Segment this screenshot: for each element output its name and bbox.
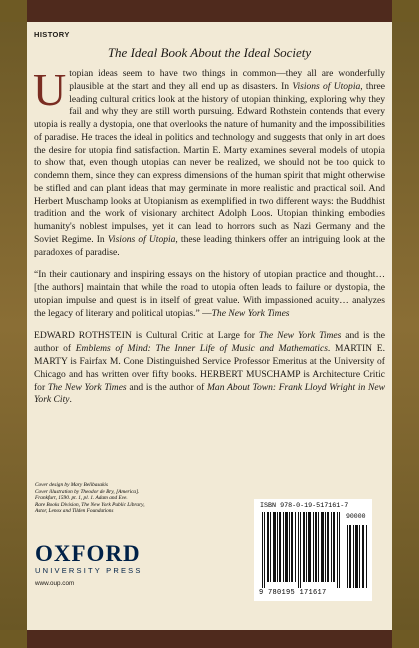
book-title: Man About Town: Frank Lloyd Wright in New York City [34, 381, 385, 406]
text-column [34, 30, 385, 407]
text-panel [27, 22, 392, 630]
review-dash: — [199, 307, 212, 319]
credit-line: Astor, Lenox and Tilden Foundations [35, 508, 114, 515]
publisher-subtitle: UNIVERSITY PRESS [35, 566, 143, 575]
credit-line: Cover design by Mary Belibasakis [35, 482, 108, 488]
ean-barcode [262, 512, 342, 588]
price-barcode [347, 525, 369, 588]
category-label: HISTORY [34, 30, 70, 39]
publisher-name: OXFORD [35, 541, 141, 566]
ean-number: 9 780195 171617 [259, 589, 327, 597]
price-code: 90000 [346, 513, 366, 520]
credit-line: Frankfurt, 1590. pt. 1, pl. 1. Adam and Eve. [35, 495, 128, 502]
cover-credits [35, 482, 205, 515]
publisher-website: www.oup.com [35, 580, 75, 587]
credit-line: Cover illustration by Theodor de Bry, [America]. [35, 488, 140, 495]
review-source: The New York Times [211, 307, 290, 319]
bio-text: and is the author of [126, 381, 207, 393]
review-quote [34, 269, 385, 320]
top-border-band [0, 0, 419, 22]
barcode-block [254, 499, 372, 601]
book-description [33, 64, 385, 259]
bio-text: and is the author of [34, 330, 385, 355]
bottom-border-band [0, 630, 419, 648]
publication-title: The New York Times [258, 330, 342, 342]
description-text: , these leading thinkers offer an intriguing look at the paradoxes of paradise. [34, 233, 385, 258]
bio-text: EDWARD ROTHSTEIN is Cultural Critic at Large for [34, 330, 259, 342]
isbn-label: ISBN 978-0-19-517161-7 [260, 502, 349, 510]
bio-text: . [69, 394, 72, 406]
credit-line: Rare Books Division, The New York Public Library, [35, 501, 145, 508]
tagline: The Ideal Book About the Ideal Society [107, 45, 312, 60]
description-text: topian ideas seem to have two things in common—they all are wonderfully plausible at the start and they all end up as disasters. In [69, 68, 385, 92]
bio-text: . MARTIN E. MARTY is Fairfax M. Cone Distinguished Service Professor Emeritus at the University of Chicago and has written over fifty books. HERBERT MUSCHAMP is Architecture Critic for [34, 343, 385, 393]
book-title-ref: Visions of Utopia [107, 233, 176, 245]
left-border-strip [0, 22, 27, 630]
drop-cap: U [33, 64, 67, 115]
author-bios [34, 330, 385, 407]
book-title: Emblems of Mind: The Inner Life of Music and Mathematics [75, 343, 328, 355]
right-border-strip [392, 22, 419, 630]
publisher-logo [35, 543, 165, 587]
book-title-ref: Visions of Utopia [292, 80, 361, 92]
publication-title: The New York Times [47, 381, 127, 393]
review-text: “In their cautionary and inspiring essays on the history of utopian practice and thought… [the authors] maintain that while the road to utopia often leads to failure or dystopia, the utopian impulse and quest is in itself of great value. With impassioned acuity… analyzes the legacy of literary and political utopias.” [34, 269, 385, 319]
description-text: , three leading cultural critics look at the history of utopian thinking, exploring why they fail and why they are still worth pursuing. Edward Rothstein contends that every utopia is really a dystopia, one that overlooks the nature of humanity and the impossibilities of paradise. He traces the ideal in politics and technology and suggests that only in art does the desire for utopia find satisfaction. Martin E. Marty examines several models of utopia to show that, even though utopias can never be realized, we should not be too quick to condemn them, since they can express dimensions of the human spirit that might otherwise be stifled and can plant ideas that may germinate in more realistic and practical soil. And Herbert Muschamp looks at Utopianism as exemplified in two different ways: the Buddhist tradition and the work of visionary architect Adolph Loos. Utopian thinking embodies humanity's noblest impulses, yet it can lead to horrors such as Nazi Germany and the Soviet Regime. In [34, 80, 385, 245]
